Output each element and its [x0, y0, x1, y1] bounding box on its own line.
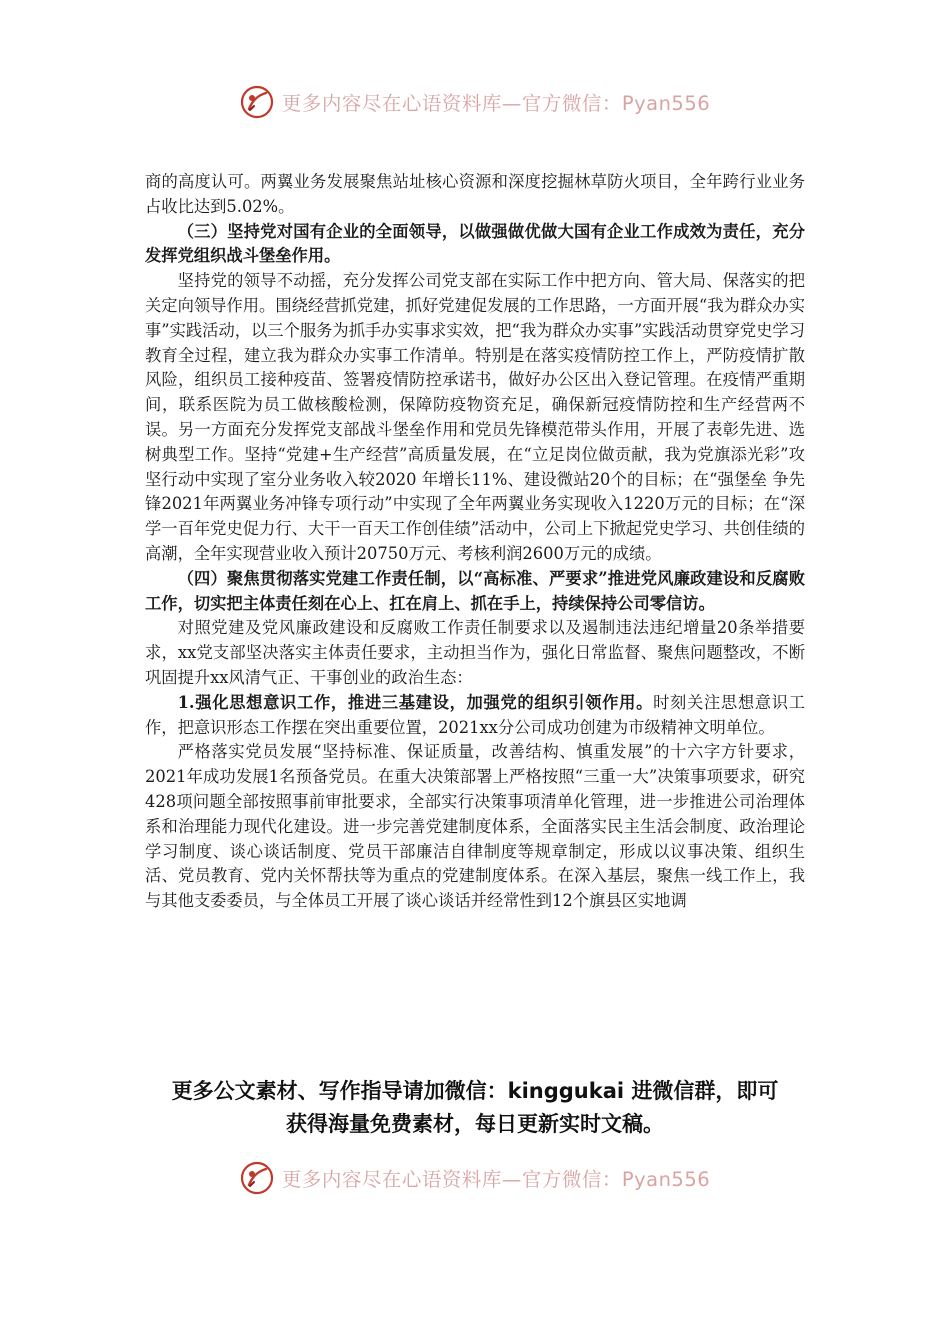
promo-line-2: 获得海量免费素材，每日更新实时文稿。: [286, 1112, 664, 1136]
footer-banner: [0, 1158, 950, 1198]
promo-line-1: 更多公文素材、写作指导请加微信：kinggukai 进微信群，即可: [171, 1079, 779, 1103]
writing-hand-logo-icon: [240, 1161, 274, 1195]
promo-notice: [120, 1075, 830, 1141]
section-heading-3: （三）坚持党对国有企业的全面领导，以做强做优做大国有企业工作成效为责任，充分发挥党组织战斗堡垒作用。: [145, 221, 805, 266]
paragraph-responsibility: 对照党建及党风廉政建设和反腐败工作责任制要求以及遏制违法违纪增量20条举措要求，xx党支部坚决落实主体责任要求，主动担当作为，强化日常监督、聚焦问题整改，不断巩固提升xx风清气正、干事创业的政治生态：: [145, 618, 805, 687]
footer-banner-text: 更多内容尽在心语资料库—官方微信：Pyan556: [281, 1168, 711, 1191]
paragraph-continuation: 商的高度认可。两翼业务发展聚焦站址核心资源和深度挖掘林草防火项目，全年跨行业业务占收比达到5.02%。: [145, 172, 805, 216]
document-body: [145, 170, 805, 914]
header-banner: [0, 82, 950, 122]
paragraph-member-development: 严格落实党员发展“坚持标准、保证质量，改善结构、慎重发展”的十六字方针要求， 2021年成功发展1名预备党员。在重大决策部署上严格按照“三重一大”决策事项要求，研究428项问题全部按照事前审批要求，全部实行决策事项清单化管理，进一步推进公司治理体系和治理能力现代化建设。进一步完善党建制度体系，全面落实民主生活会制度、政治理论学习制度、谈心谈话制度、党员干部廉洁自律制度等规章制定，形成以议事决策、组织生活、党员教育、党内关怀帮扶等为重点的党建制度体系。在深入基层，聚焦一线工作上，我与其他支委委员，与全体员工开展了谈心谈话并经常性到12个旗县区实地调: [145, 742, 805, 911]
writing-hand-logo-icon: [240, 85, 274, 119]
header-banner-text: 更多内容尽在心语资料库—官方微信：Pyan556: [281, 92, 711, 115]
section-heading-4: （四）聚焦贯彻落实党建工作责任制，以“高标准、严要求”推进党风廉政建设和反腐败工作，切实把主体责任刻在心上、扛在肩上、抓在手上，持续保持公司零信访。: [145, 568, 805, 613]
paragraph-ideology-work: [145, 691, 805, 741]
subheading-1-body: 时刻关注思想意识工作，把意识形态工作摆在突出重要位置，2021xx分公司成功创建为市级精神文明单位。: [145, 692, 805, 737]
subheading-1: 1.强化思想意识工作，推进三基建设，加强党的组织引领作用。: [177, 692, 654, 712]
paragraph-party-leadership: 坚持党的领导不动摇，充分发挥公司党支部在实际工作中把方向、管大局、保落实的把关定向领导作用。围绕经营抓党建，抓好党建促发展的工作思路，一方面开展“我为群众办实事”实践活动，以三个服务为抓手办实事求实效，把“我为群众办实事”实践活动贯穿党史学习教育全过程，建立我为群众办实事工作清单。特别是在落实疫情防控工作上，严防疫情扩散风险，组织员工接种疫苗、签署疫情防控承诺书，做好办公区出入登记管理。在疫情严重期间，联系医院为员工做核酸检测，保障防疫物资充足，确保新冠疫情防控和生产经营两不误。另一方面充分发挥党支部战斗堡垒作用和党员先锋模范带头作用，开展了表彰先进、选树典型工作。坚持“党建+生产经营”高质量发展，在“立足岗位做贡献，我为党旗添光彩”攻坚行动中实现了室分业务收入较2020 年增长11%、建设微站20个的目标；在“强堡垒 争先锋2021年两翼业务冲锋专项行动”中实现了全年两翼业务实现收入1220万元的目标；在“深学一百年党史促力行、大干一百天工作创佳绩”活动中，公司上下掀起党史学习、共创佳绩的高潮，全年实现营业收入预计20750万元、考核利润2600万元的成绩。: [145, 271, 805, 563]
